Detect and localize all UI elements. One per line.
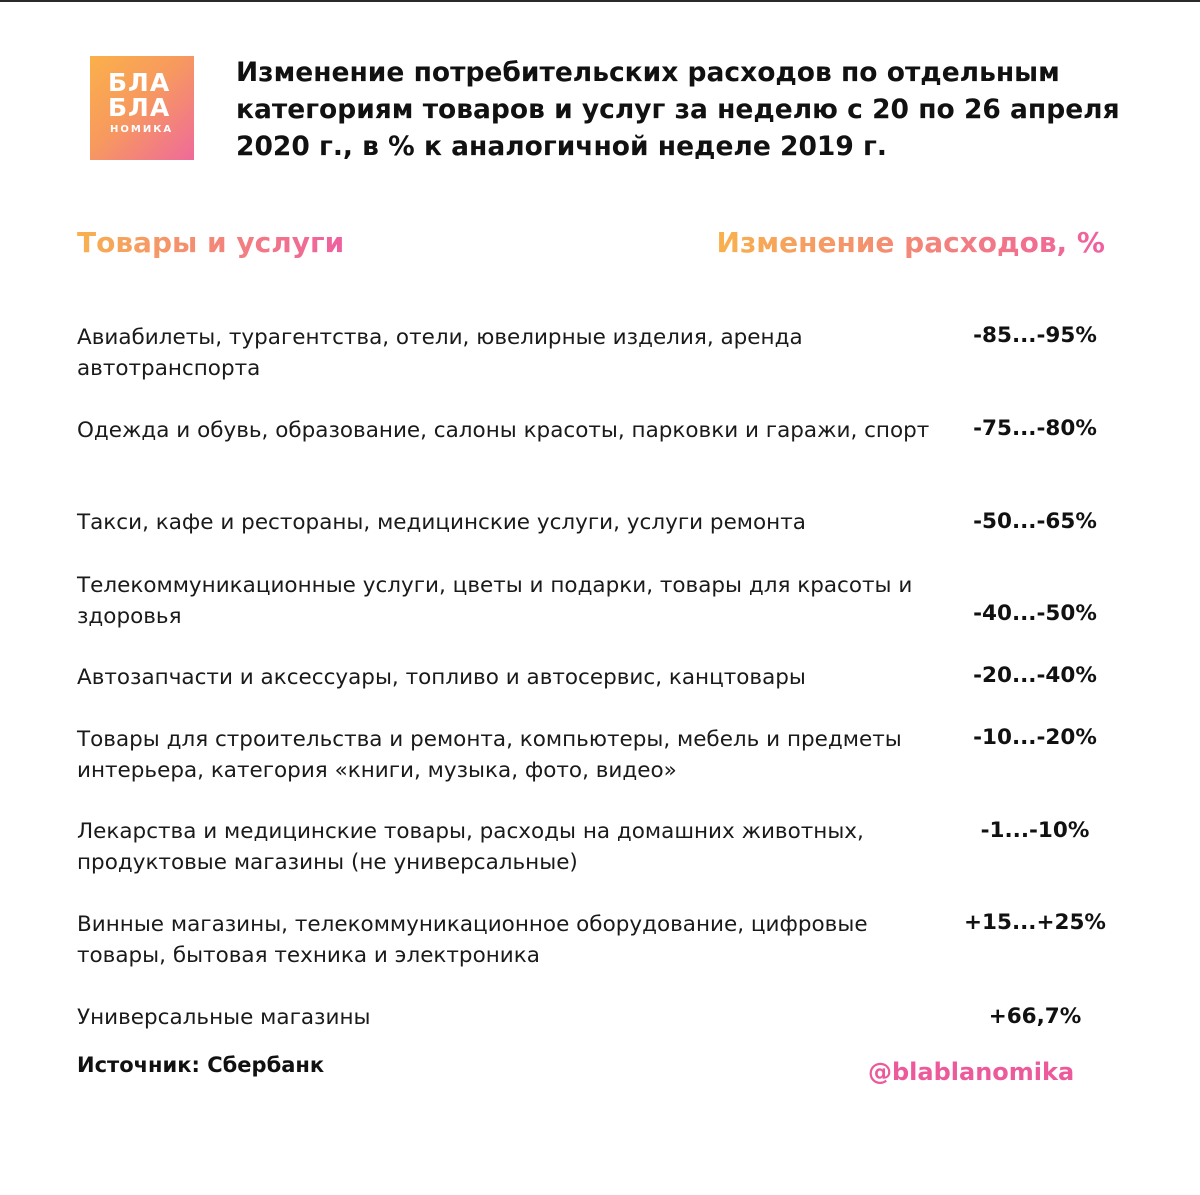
- row-label: Винные магазины, телекоммуникационное оборудование, цифровые товары, бытовая техника и электроника: [77, 912, 868, 968]
- row-label: Такси, кафе и рестораны, медицинские услуги, услуги ремонта: [77, 510, 806, 535]
- row-label: Универсальные магазины: [77, 1005, 371, 1030]
- row-value: -40...-50%: [973, 601, 1097, 626]
- social-handle: @blablanomika: [868, 1058, 1075, 1086]
- row-label: Автозапчасти и аксессуары, топливо и автосервис, канцтовары: [77, 665, 806, 690]
- row-value: -85...-95%: [973, 323, 1097, 348]
- header-change: Изменение расходов, %: [717, 224, 1105, 262]
- row-value: -20...-40%: [973, 663, 1097, 688]
- row-value: -10...-20%: [973, 725, 1097, 750]
- logo: [90, 56, 194, 160]
- row-value: -75...-80%: [973, 416, 1097, 441]
- row-label: Одежда и обувь, образование, салоны красоты, парковки и гаражи, спорт: [77, 418, 930, 443]
- top-border: [0, 0, 1200, 2]
- logo-line-3: НОМИКА: [110, 124, 174, 135]
- row-value: -50...-65%: [973, 509, 1097, 534]
- logo-line-1: БЛА: [108, 68, 171, 97]
- row-label: Товары для строительства и ремонта, компьютеры, мебель и предметы интерьера, категория «книги, музыка, фото, видео»: [77, 727, 902, 783]
- row-value: +15...+25%: [964, 910, 1106, 935]
- logo-line-2: БЛА: [108, 93, 171, 122]
- header-goods: Товары и услуги: [77, 224, 344, 262]
- row-label: Авиабилеты, турагентства, отели, ювелирные изделия, аренда автотранспорта: [77, 325, 803, 381]
- row-label: Телекоммуникационные услуги, цветы и подарки, товары для красоты и здоровья: [77, 573, 913, 629]
- page-title: Изменение потребительских расходов по отдельным категориям товаров и услуг за неделю с 20 по 26 апреля 2020 г., в % к аналогичной неделе 2019 г.: [236, 57, 1120, 162]
- source-note: Источник: Сбербанк: [77, 1053, 325, 1077]
- row-label: Лекарства и медицинские товары, расходы на домашних животных, продуктовые магазины (не универсальные): [77, 819, 864, 875]
- row-value: -1...-10%: [980, 818, 1090, 843]
- row-value: +66,7%: [988, 1004, 1082, 1029]
